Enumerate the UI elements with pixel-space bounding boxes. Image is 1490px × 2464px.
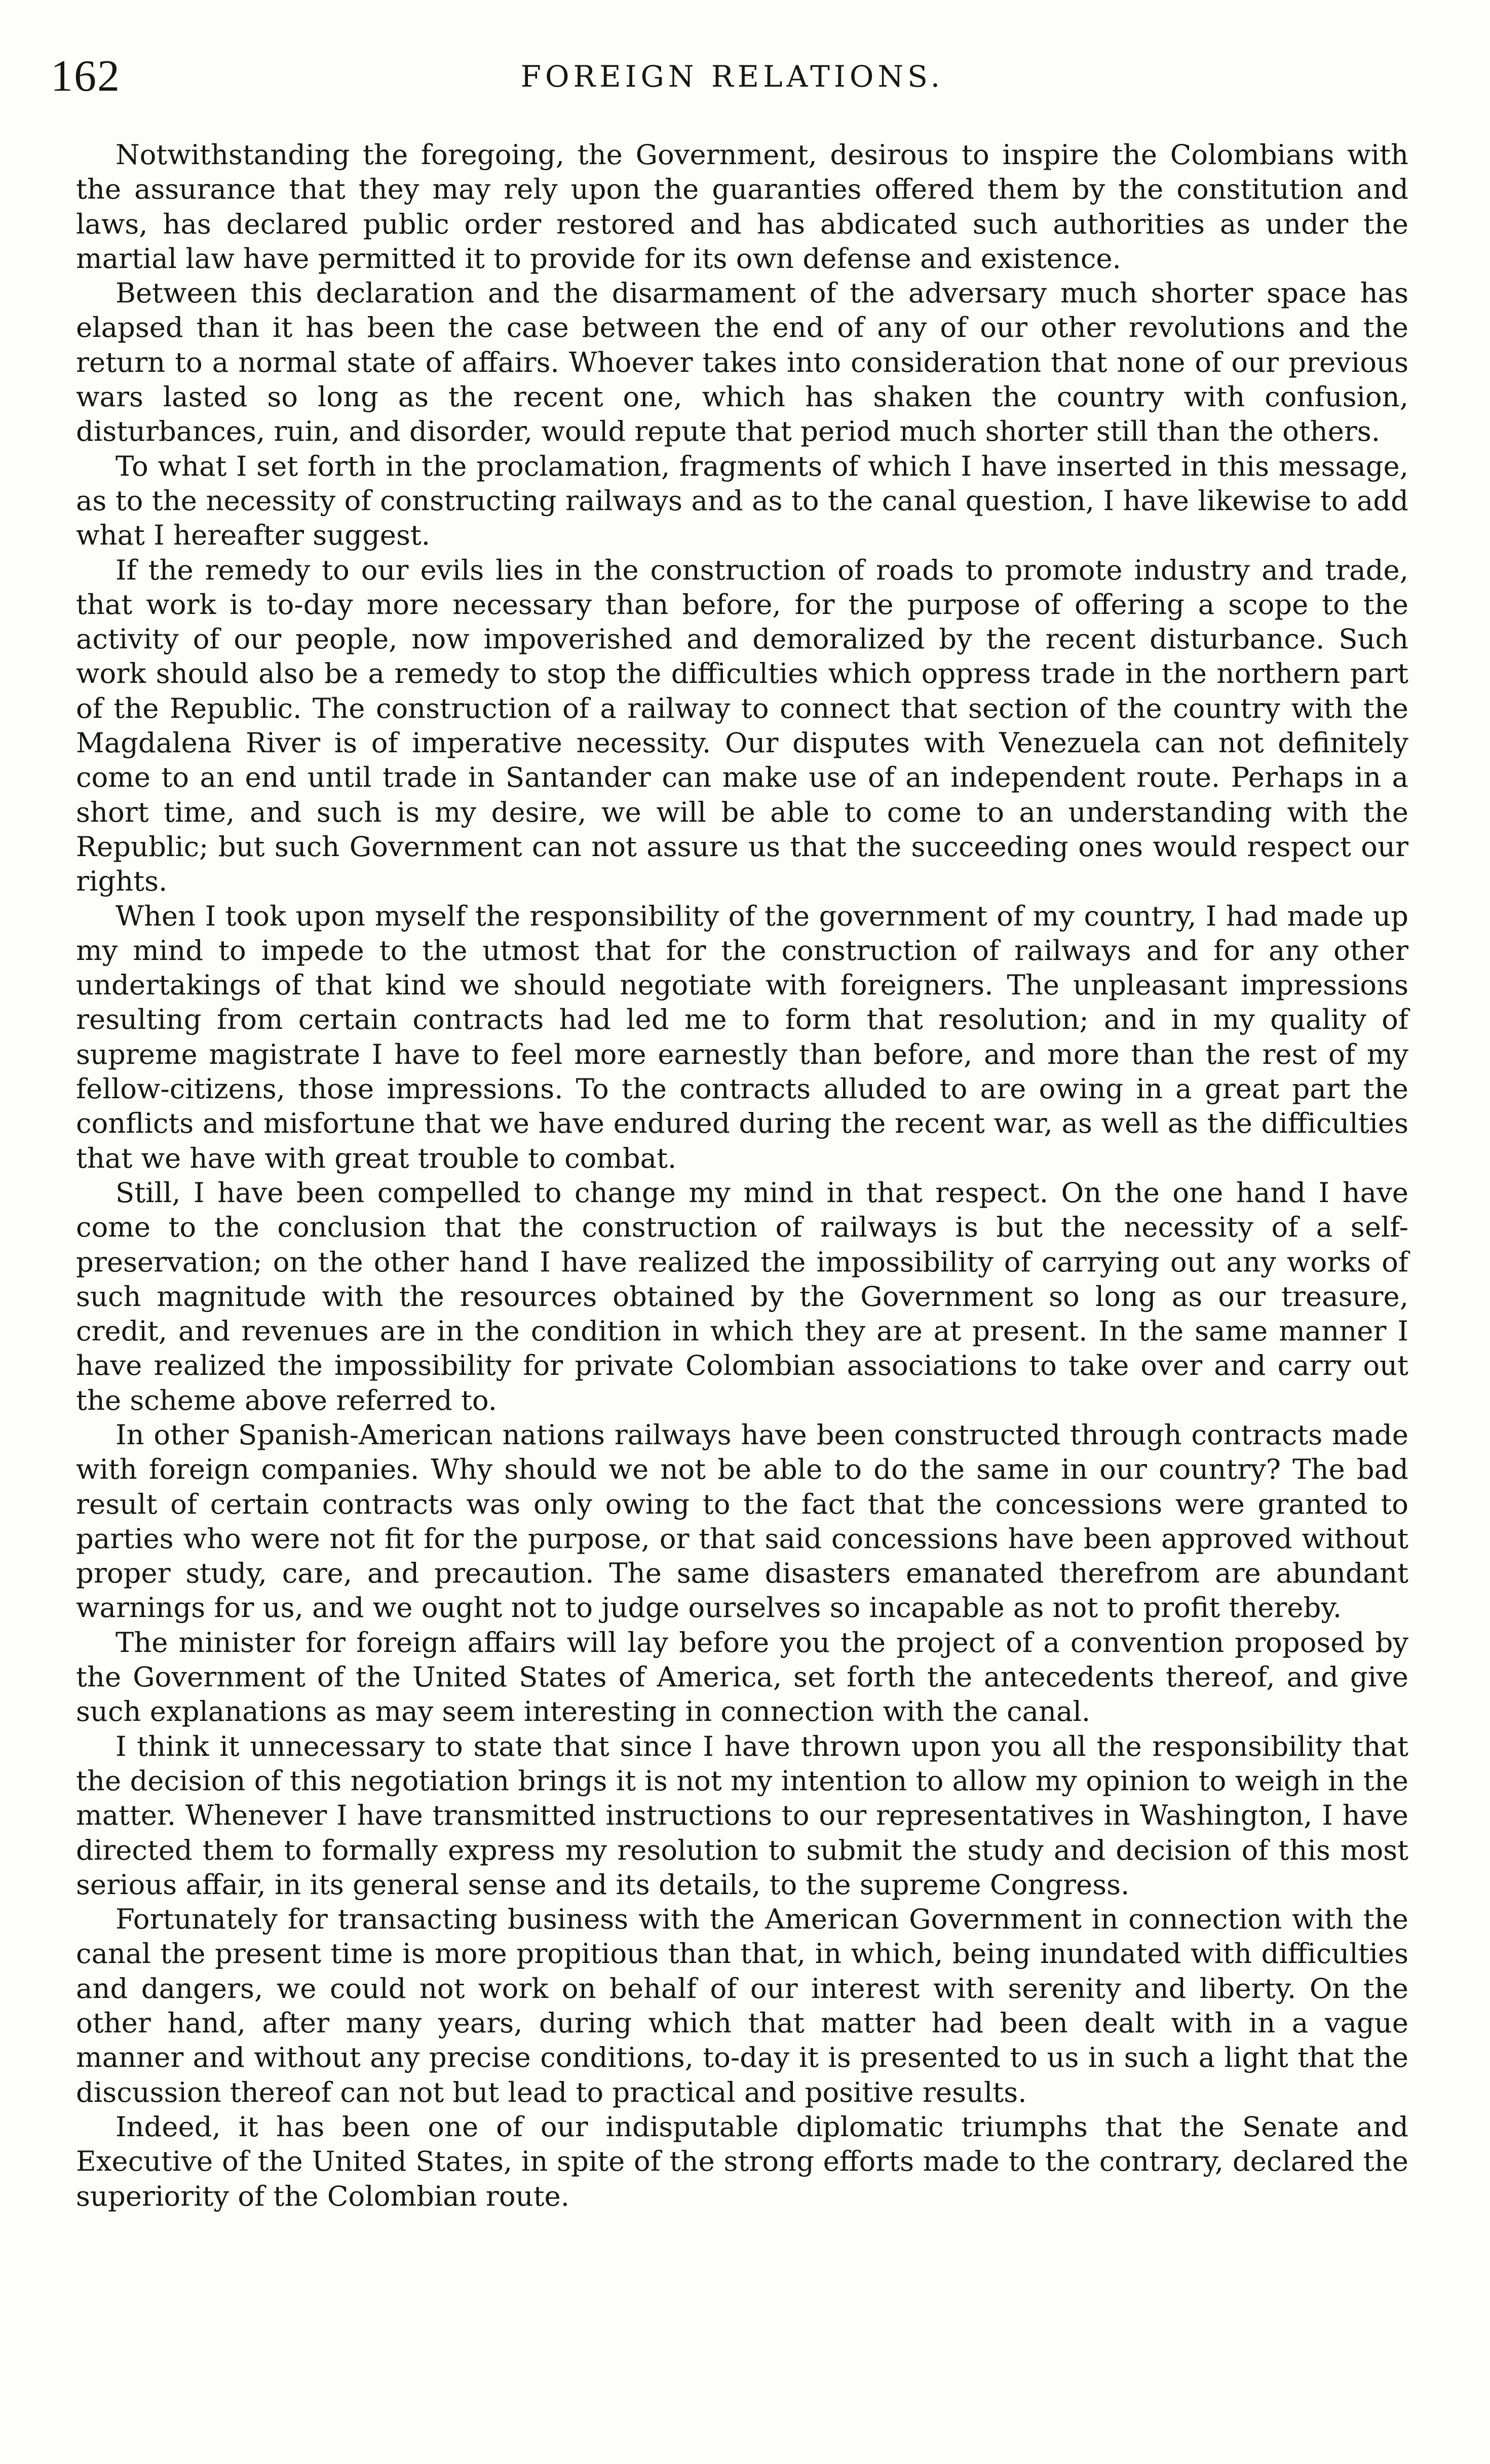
paragraph: When I took upon myself the responsibility of the government of my country, I had made up my mind to impede to the utmost that for the construction of railways and for any other undertakings of that kind we should negotiate with foreigners. The unpleasant impressions resulting from certain contracts had led me to form that resolution; and in my quality of supreme magistrate I have to feel more earnestly than before, and more than the rest of my fellow-citizens, those impressions. To the contracts alluded to are owing in a great part the conflicts and misfortune that we have endured during the recent war, as well as the difficulties that we have with great trouble to combat. bbox=[76, 900, 1408, 1174]
body-text bbox=[76, 138, 1408, 2214]
page-number: 162 bbox=[51, 52, 121, 101]
paragraph: Indeed, it has been one of our indisputable diplomatic triumphs that the Senate and Executive of the United States, in spite of the strong efforts made to the contrary, declared the superiority of the Colombian route. bbox=[76, 2110, 1408, 2212]
paragraph: I think it unnecessary to state that since I have thrown upon you all the responsibility that the decision of this negotiation brings it is not my intention to allow my opinion to weigh in the matter. Whenever I have transmitted instructions to our representatives in Washington, I have directed them to formally express my resolution to submit the study and decision of this most serious affair, in its general sense and its details, to the supreme Congress. bbox=[76, 1730, 1408, 1901]
page-header bbox=[51, 49, 1414, 104]
running-head: FOREIGN RELATIONS. bbox=[520, 59, 944, 94]
paragraph: Notwithstanding the foregoing, the Government, desirous to inspire the Colombians with the assurance that they may rely upon the guaranties offered them by the constitution and laws, has declared public order restored and has abdicated such authorities as under the martial law have permitted it to provide for its own defense and existence. bbox=[76, 139, 1408, 275]
paragraph: Still, I have been compelled to change my mind in that respect. On the one hand I have come to the conclusion that the construction of railways is but the necessity of a self-preservation; on the other hand I have realized the impossibility of carrying out any works of such magnitude with the resources obtained by the Government so long as our treasure, credit, and revenues are in the condition in which they are at present. In the same manner I have realized the impossibility for private Colombian associations to take over and carry out the scheme above referred to. bbox=[76, 1176, 1408, 1416]
paragraph: To what I set forth in the proclamation, fragments of which I have inserted in this message, as to the necessity of constructing railways and as to the canal question, I have likewise to add what I hereafter suggest. bbox=[76, 450, 1408, 552]
paragraph: Between this declaration and the disarmament of the adversary much shorter space has elapsed than it has been the case between the end of any of our other revolutions and the return to a normal state of affairs. Whoever takes into consideration that none of our previous wars lasted so long as the recent one, which has shaken the country with confusion, disturbances, ruin, and disorder, would repute that period much shorter still than the others. bbox=[76, 277, 1408, 448]
paragraph: If the remedy to our evils lies in the construction of roads to promote industry and trade, that work is to-day more necessary than before, for the purpose of offering a scope to the activity of our people, now impoverished and demoralized by the recent disturbance. Such work should also be a remedy to stop the difficulties which oppress trade in the northern part of the Republic. The construction of a railway to connect that section of the country with the Magdalena River is of imperative necessity. Our disputes with Venezuela can not definitely come to an end until trade in Santander can make use of an independent route. Perhaps in a short time, and such is my desire, we will be able to come to an understanding with the Republic; but such Government can not assure us that the succeeding ones would respect our rights. bbox=[76, 554, 1408, 898]
paragraph: The minister for foreign affairs will lay before you the project of a convention proposed by the Government of the United States of America, set forth the antecedents thereof, and give such explanations as may seem interesting in connection with the canal. bbox=[76, 1626, 1408, 1728]
paragraph: Fortunately for transacting business with the American Government in connection with the canal the present time is more propitious than that, in which, being inundated with difficulties and dangers, we could not work on behalf of our interest with serenity and liberty. On the other hand, after many years, during which that matter had been dealt with in a vague manner and without any precise conditions, to-day it is presented to us in such a light that the discussion thereof can not but lead to practical and positive results. bbox=[76, 1903, 1408, 2108]
paragraph: In other Spanish-American nations railways have been constructed through contracts made with foreign companies. Why should we not be able to do the same in our country? The bad result of certain contracts was only owing to the fact that the concessions were granted to parties who were not fit for the purpose, or that said concessions have been approved without proper study, care, and precaution. The same disasters emanated therefrom are abundant warnings for us, and we ought not to judge ourselves so incapable as not to profit thereby. bbox=[76, 1418, 1408, 1624]
